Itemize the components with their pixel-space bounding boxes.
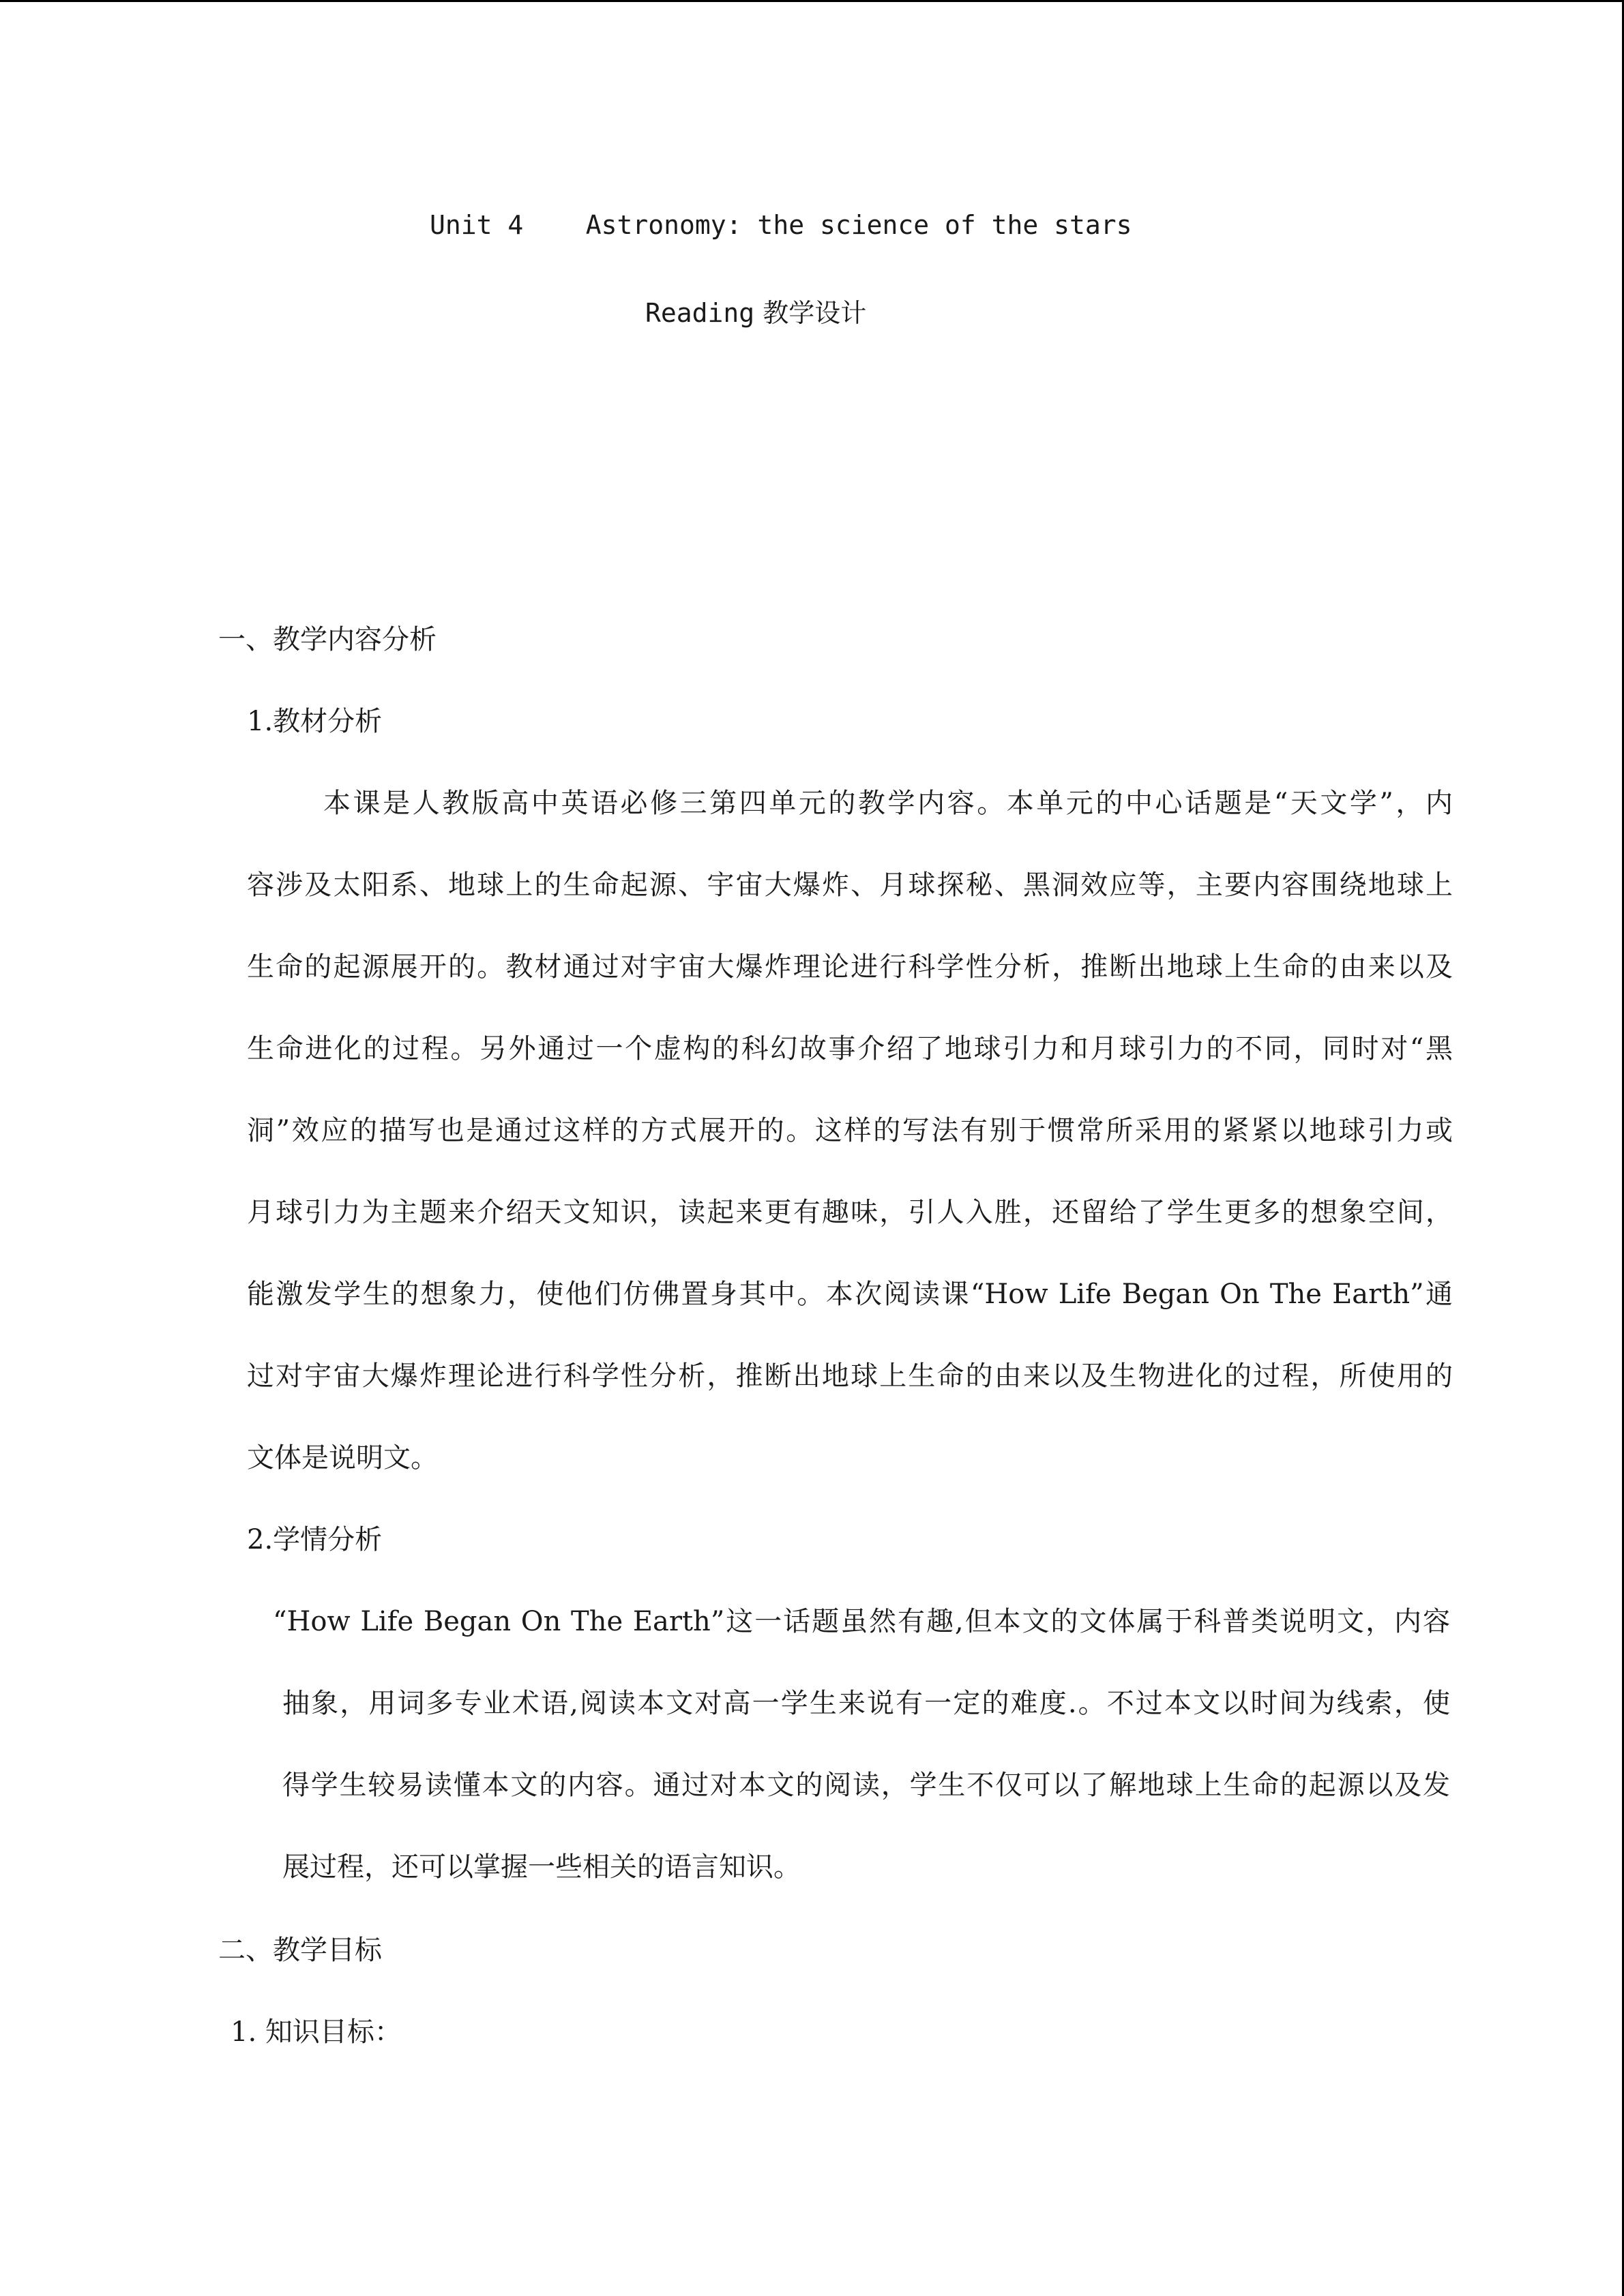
paragraph-line: 过对宇宙大爆炸理论进行科学性分析，推断出地球上生命的由来以及生物进化的过程，所使用的 [247, 1360, 1453, 1392]
subheading-knowledge-objectives: 1. 知识目标： [231, 2016, 402, 2048]
subtitle-chinese: 教学设计 [754, 298, 867, 328]
page-top-border [0, 0, 1624, 2]
paragraph-line: “How Life Began On The Earth”这一话题虽然有趣,但本文的文体属于科普类说明文，内容 [273, 1606, 1450, 1637]
paragraph-line: 月球引力为主题来介绍天文知识，读起来更有趣味，引人入胜，还留给了学生更多的想象空间， [247, 1197, 1453, 1228]
section-heading-teaching-objectives: 二、教学目标 [218, 1935, 382, 1966]
paragraph-line: 文体是说明文。 [247, 1442, 438, 1474]
document-subtitle [645, 292, 866, 329]
paragraph-line: 生命进化的过程。另外通过一个虚构的科幻故事介绍了地球引力和月球引力的不同，同时对“黑 [247, 1033, 1453, 1064]
paragraph-line: 展过程，还可以掌握一些相关的语言知识。 [282, 1851, 801, 1883]
subheading-textbook-analysis: 1.教材分析 [247, 706, 383, 737]
paragraph-line: 抽象，用词多专业术语,阅读本文对高一学生来说有一定的难度.。不过本文以时间为线索，使 [282, 1688, 1450, 1719]
paragraph-line: 本课是人教版高中英语必修三第四单元的教学内容。本单元的中心话题是“天文学”，内 [323, 788, 1453, 819]
paragraph-textbook-analysis [247, 790, 1453, 1526]
section-heading-content-analysis: 一、教学内容分析 [218, 624, 437, 655]
paragraph-line: 容涉及太阳系、地球上的生命起源、宇宙大爆炸、月球探秘、黑洞效应等，主要内容围绕地球上 [247, 869, 1453, 901]
paragraph-line: 生命的起源展开的。教材通过对宇宙大爆炸理论进行科学性分析，推断出地球上生命的由来以及 [247, 951, 1453, 983]
paragraph-line: 得学生较易读懂本文的内容。通过对本文的阅读，学生不仅可以了解地球上生命的起源以及发 [282, 1770, 1450, 1801]
paragraph-line: 能激发学生的想象力，使他们仿佛置身其中。本次阅读课“How Life Began On The Earth”通 [247, 1279, 1453, 1310]
document-title: Unit 4 Astronomy: the science of the stars [430, 210, 1132, 240]
paragraph-student-analysis [273, 1606, 1450, 1935]
subheading-student-analysis: 2.学情分析 [247, 1524, 383, 1555]
paragraph-line: 洞”效应的描写也是通过这样的方式展开的。这样的写法有别于惯常所采用的紧紧以地球引力或 [247, 1115, 1453, 1146]
subtitle-english: Reading [645, 298, 755, 328]
